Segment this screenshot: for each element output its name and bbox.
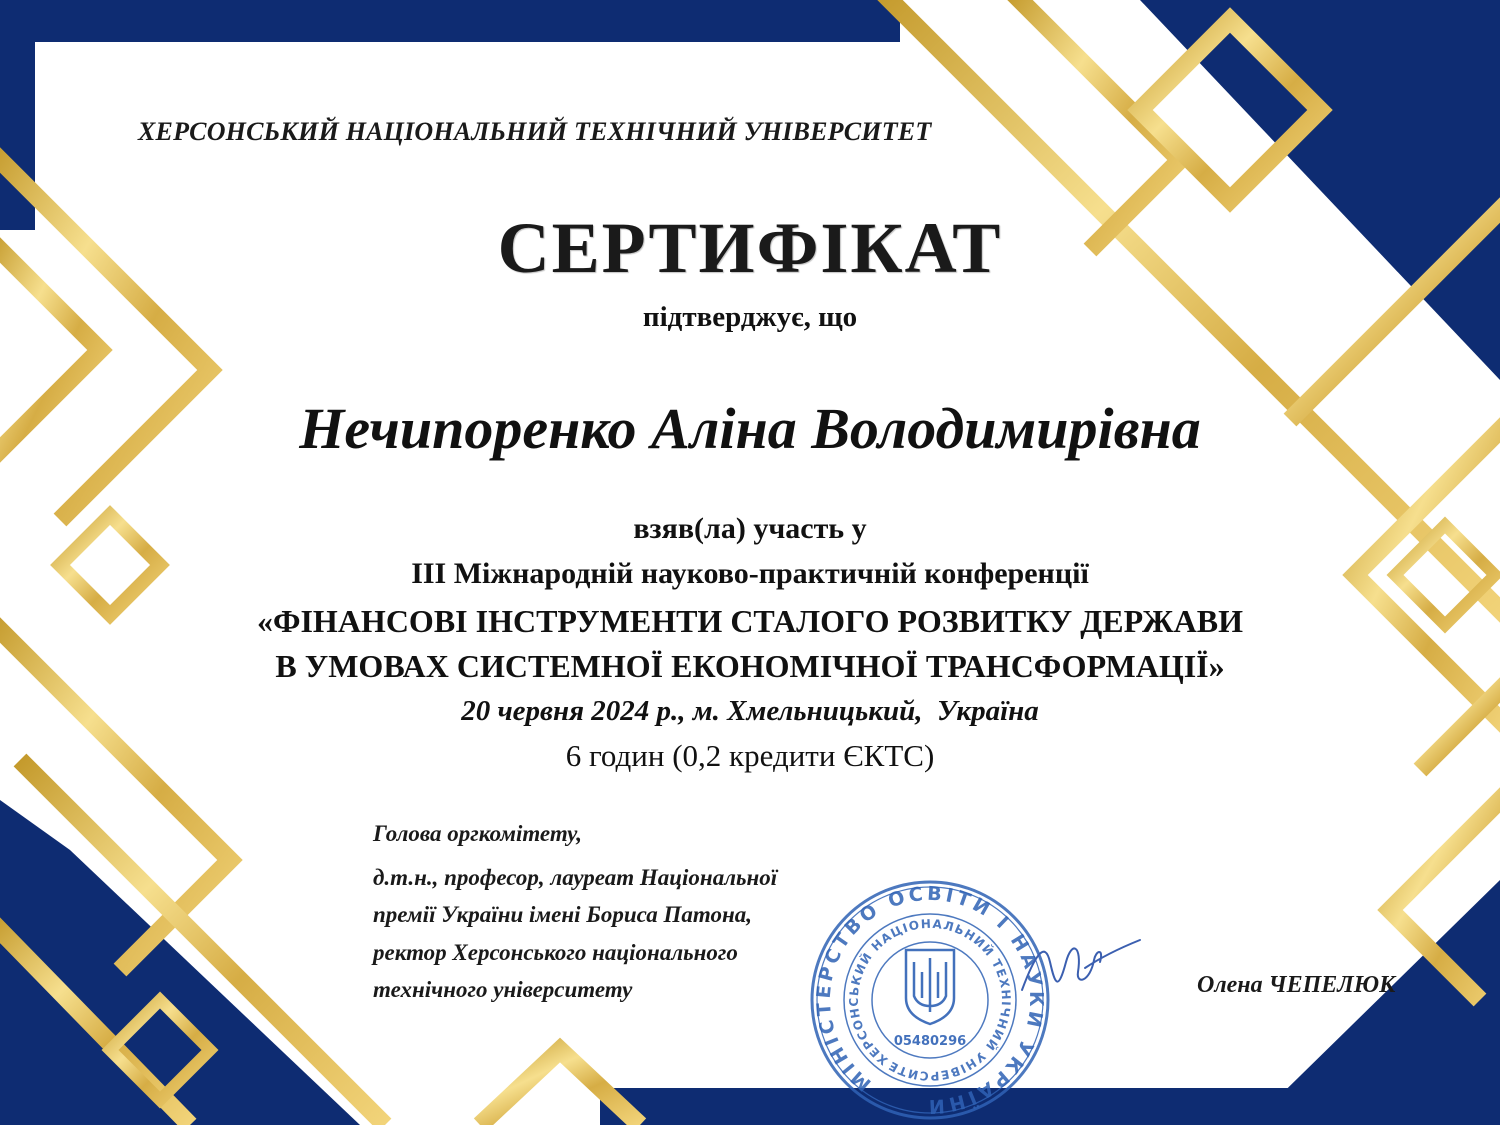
stamp-inner-text: ХЕРСОНСЬКИЙ НАЦІОНАЛЬНИЙ ТЕХНІЧНИЙ УНІВЕРСИТЕ xyxy=(846,916,1014,1084)
signatory-position-line: технічного університету xyxy=(373,977,633,1002)
confirms-text: підтверджує, що xyxy=(642,301,858,333)
event-name: III Міжнародній науково-практичній конференції xyxy=(411,557,1089,590)
conference-title-line-1: «ФІНАНСОВІ ІНСТРУМЕНТИ СТАЛОГО РОЗВИТКУ ДЕРЖАВИ xyxy=(256,603,1243,639)
gold-band xyxy=(480,1050,640,1125)
stamp-outer-text: МІНІСТЕРСТВО ОСВІТИ І НАУКИ УКРАЇНИ xyxy=(812,882,1048,1118)
trident-icon xyxy=(906,950,954,1024)
date-and-place: 20 червня 2024 р., м. Хмельницький, Україна xyxy=(461,695,1039,727)
hours-credits: 6 годин (0,2 кредити ЄКТС) xyxy=(565,738,935,773)
signatory-position-line: ректор Херсонського національного xyxy=(373,940,738,965)
university-name: ХЕРСОНСЬКИЙ НАЦІОНАЛЬНИЙ ТЕХНІЧНИЙ УНІВЕРСИТЕТ xyxy=(138,117,932,146)
participation-text: взяв(ла) участь у xyxy=(633,512,867,545)
navy-corner-top-left xyxy=(0,0,900,230)
signature-stroke xyxy=(1022,940,1140,990)
certificate-title: СЕРТИФІКАТ xyxy=(497,208,1003,288)
signatory-name: Олена ЧЕПЕЛЮК xyxy=(1197,972,1396,998)
signatory-position-line: Голова оргкомітету, xyxy=(373,821,582,846)
recipient-name: Нечипоренко Аліна Володимирівна xyxy=(299,396,1201,461)
stamp-code: 05480296 xyxy=(893,1034,967,1049)
signatory-position-line: д.т.н., професор, лауреат Національної xyxy=(373,865,778,890)
signature xyxy=(1010,925,1150,1005)
signatory-position-line: премії України імені Бориса Патона, xyxy=(373,902,753,927)
conference-title-line-2: В УМОВАХ СИСТЕМНОЇ ЕКОНОМІЧНОЇ ТРАНСФОРМАЦІЇ» xyxy=(275,648,1225,684)
